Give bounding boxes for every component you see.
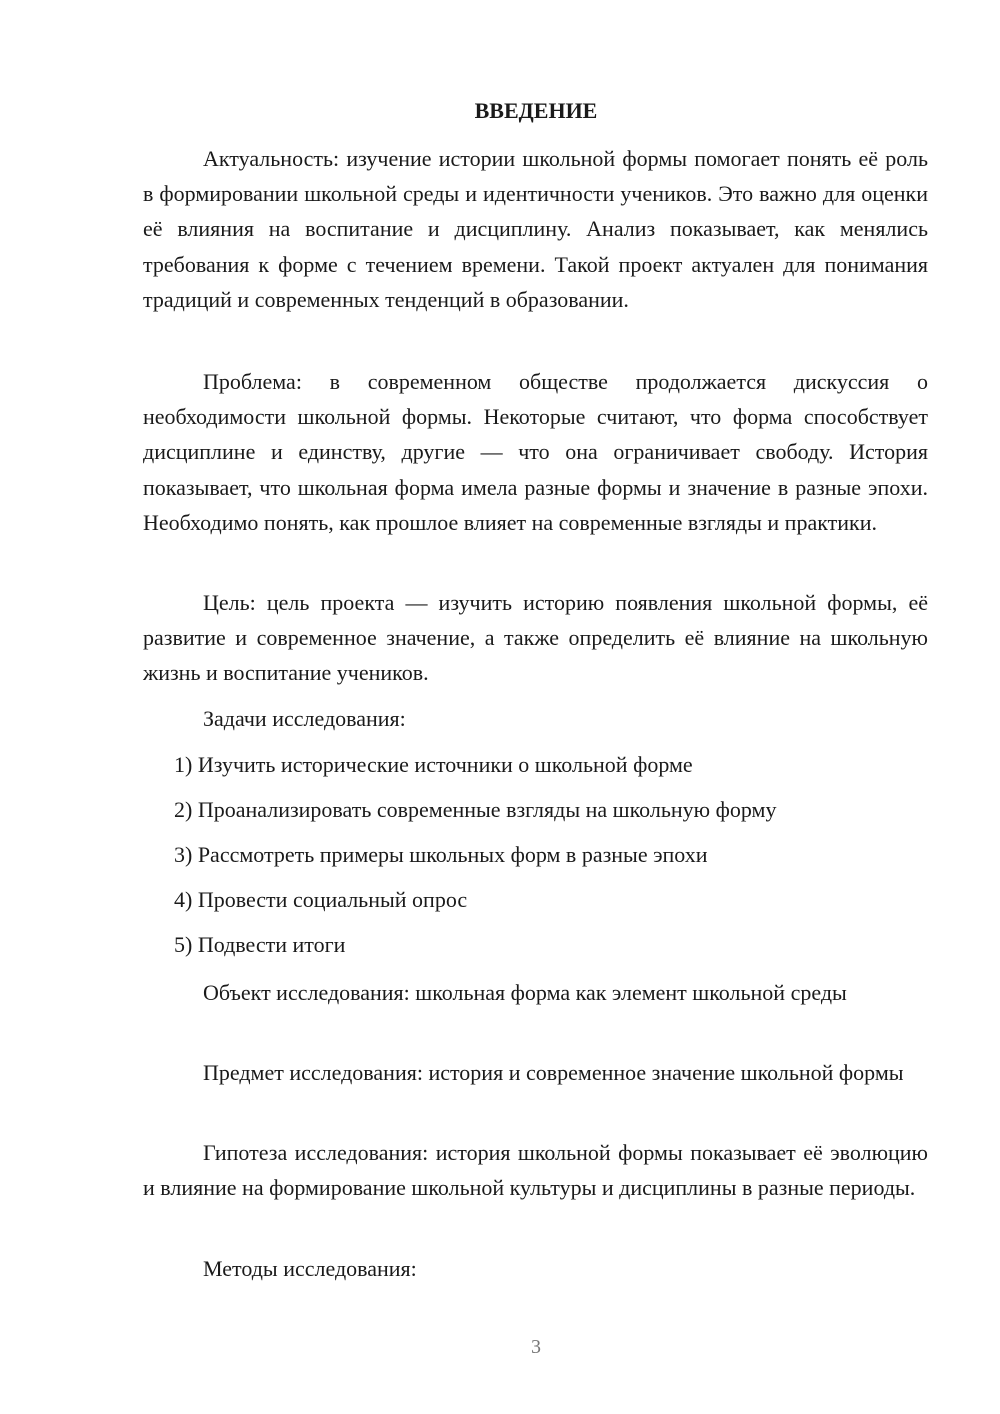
task-item-4: 4) Провести социальный опрос: [174, 887, 468, 912]
page-title: ВВЕДЕНИЕ: [474, 98, 598, 123]
task-item-1: 1) Изучить исторические источники о школьной форме: [174, 752, 693, 777]
tasks-heading: Задачи исследования:: [203, 706, 406, 731]
methods-heading: Методы исследования:: [203, 1256, 417, 1281]
task-item-2: 2) Проанализировать современные взгляды на школьную форму: [174, 797, 777, 822]
task-item-3: 3) Рассмотреть примеры школьных форм в разные эпохи: [174, 842, 708, 867]
task-item-5: 5) Подвести итоги: [174, 932, 346, 957]
object-paragraph: Объект исследования: школьная форма как элемент школьной среды: [203, 980, 847, 1005]
problem-paragraph: Проблема: в современном обществе продолжается дискуссия о необходимости школьной формы. Некоторые считают, что форма способствует дисциплине и единству, другие — что она ограничивает свободу. История показывает, что школьная форма имела разные формы и значение в разные эпохи. Необходимо понять, как прошлое влияет на современные взгляды и практики.: [143, 369, 928, 535]
relevance-paragraph: Актуальность: изучение истории школьной формы помогает понять её роль в формировании школьной среды и идентичности учеников. Это важно для оценки её влияния на воспитание и дисциплину. Анализ показывает, как менялись требования к форме с течением времени. Такой проект актуален для понимания традиций и современных тенденций в образовании.: [143, 146, 928, 312]
goal-paragraph: Цель: цель проекта — изучить историю появления школьной формы, её развитие и современное значение, а также определить её влияние на школьную жизнь и воспитание учеников.: [143, 590, 928, 686]
page-number: 3: [531, 1336, 541, 1358]
hypothesis-paragraph: Гипотеза исследования: история школьной формы показывает её эволюцию и влияние на формирование школьной культуры и дисциплины в разные периоды.: [143, 1140, 928, 1201]
subject-paragraph: Предмет исследования: история и современное значение школьной формы: [203, 1060, 904, 1085]
